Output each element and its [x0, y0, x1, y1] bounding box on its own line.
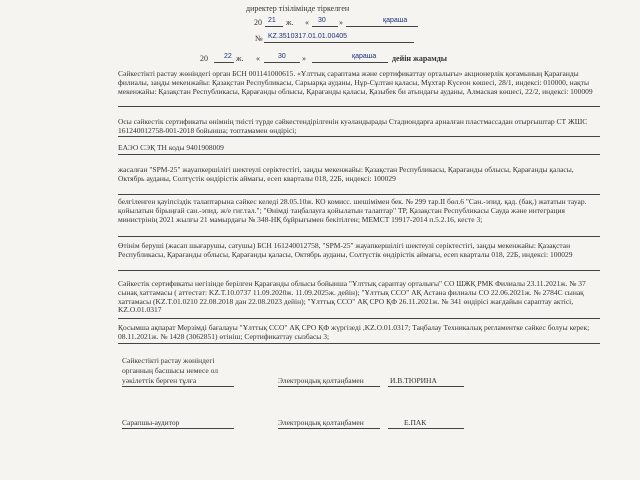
date1-prefix: 20	[254, 18, 262, 27]
date1-year-line	[265, 26, 283, 27]
authorized-label-line3: уәкілеттік берген тұлға	[122, 376, 197, 385]
signer-underline-1	[388, 386, 464, 387]
eds-underline-1	[278, 386, 380, 387]
reg-no-line	[264, 42, 414, 43]
eds-label-2: Электрондық қолтаңбамен	[278, 418, 364, 427]
reg-no-label: №	[255, 34, 263, 43]
divider	[118, 194, 600, 195]
authorized-underline	[122, 386, 234, 387]
divider	[118, 343, 600, 344]
eds-underline-2	[278, 428, 380, 429]
divider	[118, 318, 600, 319]
date2-month: қараша	[352, 53, 377, 60]
requirements-paragraph: белгіленген қауіпсіздік талаптарына сәйкес келеді 28.05.10ж. КО комисс. шешімімен бек. № 299 тар.II бөл.6 "Сан.-эпид. қад. (бақ.) жататын тауар. қойылатын бірыңғай сан.-эпид. ж/е гиг.тал."; "Өнімді таңбалауға қойылатын талаптар" ТР, Қазақстан Республикасы Сауда және интеграция министрінің 2021 жылғы 21 мамырдағы № 348-НҚ бұйрығымен бекітілген; МЕМСТ 19917-2014 п.5.2.16, кесте 3;	[118, 197, 587, 224]
date1-quote-open: «	[305, 18, 309, 27]
date2-prefix: 20	[200, 54, 208, 63]
signer-name-2: Е.ПАК	[404, 418, 427, 427]
date1-month-line	[346, 26, 418, 27]
hs-code-paragraph: ЕАЭО СЭҚ ТН коды 9401908009	[118, 143, 224, 152]
additional-info-paragraph: Қосымша ақпарат Мерзімді бағалауы "Ұлттық ССО" АҚ СРО ҚФ жүргізеді ,KZ.O.01.0317; Таңбалау Техникалық регламентке сәйкес болуы керек; 08.11.2021ж. № 1428 (3062851) өтініш; Сертификаттау сызбасы 3;	[118, 323, 590, 341]
date1-month: қараша	[383, 17, 408, 24]
date2-valid-until: дейін жарамды	[392, 54, 448, 63]
certification-body-paragraph: Сәйкестікті растау жөніндегі орган БСН 001141000615. «Ұлттық сараптама және сертификаттау орталығы» акционерлік қоғамының Қарағанды филиалы, заңды мекенжайы: Қазақстан Республикасы, Сарыарқа ауданы, Нұр-Сұлтан қаласы, Мұхтар Күсеон көшесі, 28/1, индексі: 010000, нақты мекенжайы: Қазақстан Республикасы, Қарағанды облысы, Қарағанды қаласы, Қазыбек би атындағы ауданы, Алмаская көшесі, 22/2, индексі: 100009	[118, 69, 593, 96]
date2-quote-close: »	[302, 54, 306, 63]
expert-underline	[122, 428, 234, 429]
date1-day-line	[312, 26, 338, 27]
date1-quote-close: »	[339, 18, 343, 27]
date2-month-line	[312, 62, 388, 63]
signer-name-1: И.В.ТЮРИНА	[390, 376, 437, 385]
divider	[118, 154, 600, 155]
divider	[118, 106, 600, 107]
eds-label-1: Электрондық қолтаңбамен	[278, 376, 364, 385]
authorized-label-line2: органның басшысы немесе ол	[122, 366, 219, 375]
date2-year-line	[214, 62, 234, 63]
divider	[118, 270, 600, 271]
date2-day: 30	[278, 53, 286, 60]
date2-year-suffix: ж.	[236, 54, 244, 63]
basis-paragraph: Сәйкестік сертификаты негізінде берілген Қарағанды облысы бойынша "Ұлттық сараптау орталығы" СО ШЖҚ РМК Филиалы 23.11.2021ж. № 37 сынақ хаттамасы ( аттестат: KZ.T.10.0737 11.09.2020ж. 11.09.2025ж. дейін); "Ұлттық ССО" АҚ Астана филиалы СО 22.06.2021ж. № 2784С сынақ хаттамасы (KZ.T.01.0210 22.08.2018 дан 22.08.2023 дейін); "Ұлттық ССО" АҚ СРО ҚФ 26.11.2021ж. № 341 өндірісі жағдайын сараптау актісі, KZ.O.01.0317	[118, 279, 586, 315]
authorized-label-line1: Сәйкестікті растау жөніндегі	[122, 356, 215, 365]
date1-year: 21	[268, 17, 276, 24]
date2-quote-open: «	[256, 54, 260, 63]
divider	[118, 236, 600, 237]
registry-header: директер тізілімінде тіркелген	[246, 4, 350, 13]
signer-underline-2	[388, 428, 464, 429]
date1-year-suffix: ж.	[286, 18, 294, 27]
reg-no: KZ.3510317.01.01.00405	[268, 33, 348, 40]
date2-year: 22	[224, 53, 232, 60]
expert-label: Сарапшы-аудитор	[122, 418, 180, 427]
manufacturer-paragraph: жасалған "SPM-25" жауапкершілігі шектеулі серіктестігі, заңды мекенжайы: Қазақстан Республикасы, Қарағанды облысы, Қарағанды қаласы, Октябрь ауданы, Солтүстік өндірістік аймағы, есеп кварталы 018, 22Б, индексі: 100029	[118, 165, 574, 183]
applicant-paragraph: Өтінім беруші (жасап шығарушы, сатушы) БСН 161240012758, "SPM-25" жауапкершілігі шектеулі серіктестігі, заңды мекенжайы: Қазақстан Республикасы, Қарағанды облысы, Қарағанды қаласы, Октябрь ауданы, Солтүстік өндірістік аймағы, есеп кварталы 018, 22Б, индексі: 100029	[118, 241, 573, 259]
date2-day-line	[264, 62, 300, 63]
product-paragraph: Осы сәйкестік сертификаты өнімнің тиісті түрде сәйкестендірілгенін куәландырады Стадиондарға арналған пластмассадан отырғыштар СТ ЖШС 161240012758-001-2018 бойынша; топтамамен өндірісі;	[118, 117, 588, 135]
divider	[118, 136, 600, 137]
date1-day: 30	[318, 17, 326, 24]
